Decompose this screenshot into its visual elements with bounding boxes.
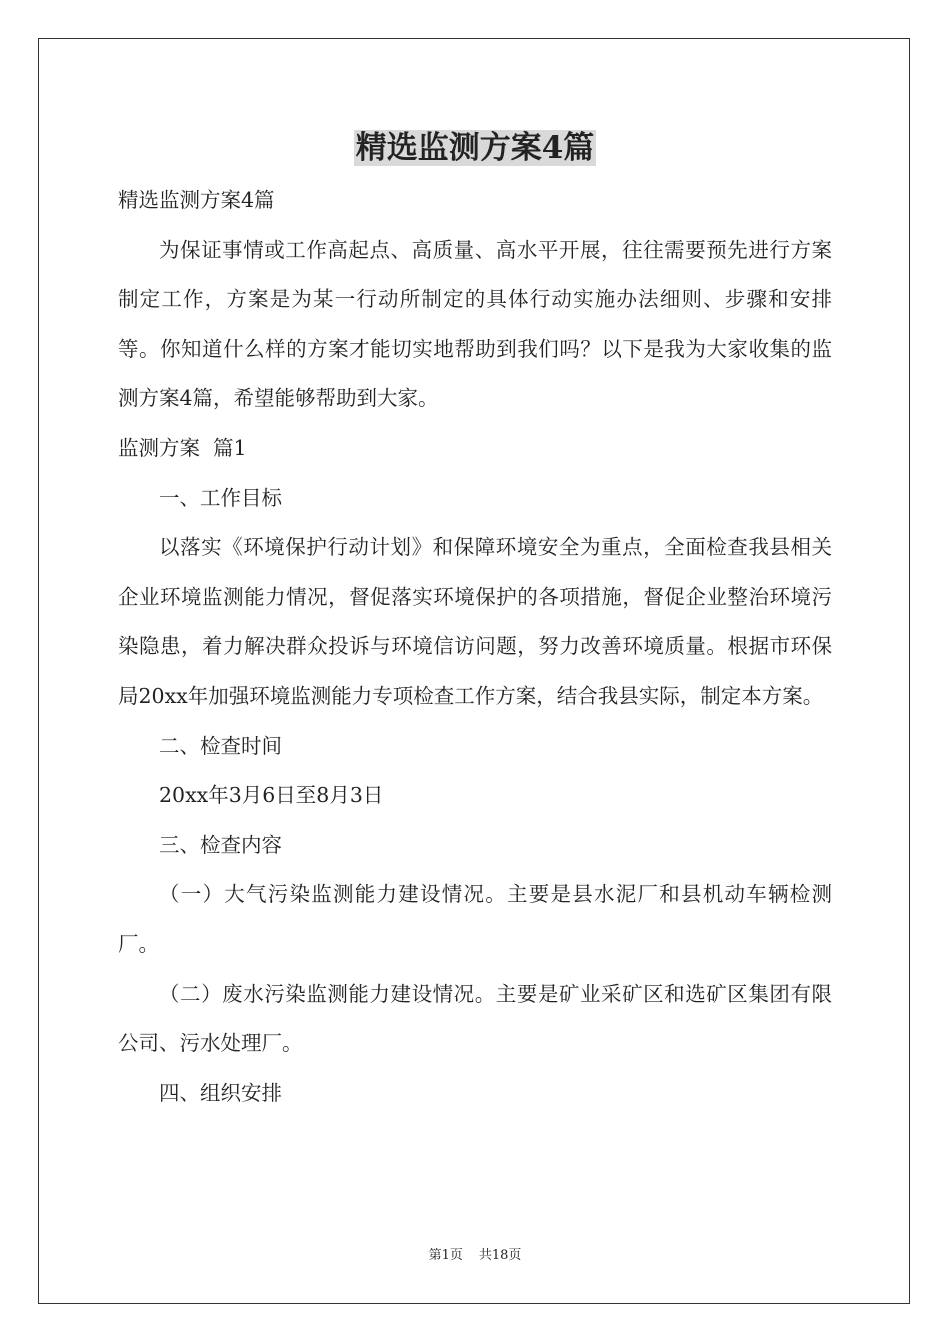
intro-paragraph: 为保证事情或工作高起点、高质量、高水平开展，往往需要预先进行方案制定工作，方案是为某一行动所制定的具体行动实施办法细则、步骤和安排等。你知道什么样的方案才能切实地帮助到我们吗？以下是我为大家收集的监测方案4篇，希望能够帮助到大家。 [118, 237, 832, 411]
heading-organization: 四、组织安排 [159, 1080, 282, 1105]
goal-paragraph: 以落实《环境保护行动计划》和保障环境安全为重点，全面检查我县相关企业环境监测能力情况，督促落实环境保护的各项措施，督促企业整治环境污染隐患，着力解决群众投诉与环境信访问题，努力改善环境质量。根据市环保局20xx年加强环境监测能力专项检查工作方案，结合我县实际，制定本方案。 [118, 535, 832, 708]
check-time-paragraph: 20xx年3月6日至8月3日 [159, 783, 384, 808]
heading-check-content: 三、检查内容 [159, 832, 282, 857]
page-number-current: 第1页 [428, 1248, 463, 1263]
document-title [0, 126, 950, 170]
heading-check-time: 二、检查时间 [159, 733, 282, 758]
document-subtitle: 精选监测方案4篇 [118, 188, 275, 212]
check-item-air: （一）大气污染监测能力建设情况。主要是县水泥厂和县机动车辆检测厂。 [118, 882, 832, 956]
document-title-text: 精选监测方案4篇 [355, 130, 595, 166]
document-body [118, 176, 832, 1118]
heading-work-goal: 一、工作目标 [159, 485, 282, 510]
page-number-total: 共18页 [478, 1248, 522, 1263]
check-item-water: （二）废水污染监测能力建设情况。主要是矿业采矿区和选矿区集团有限公司、污水处理厂。 [118, 981, 832, 1056]
page-footer [0, 1246, 950, 1266]
section-label: 监测方案 篇1 [118, 435, 247, 460]
